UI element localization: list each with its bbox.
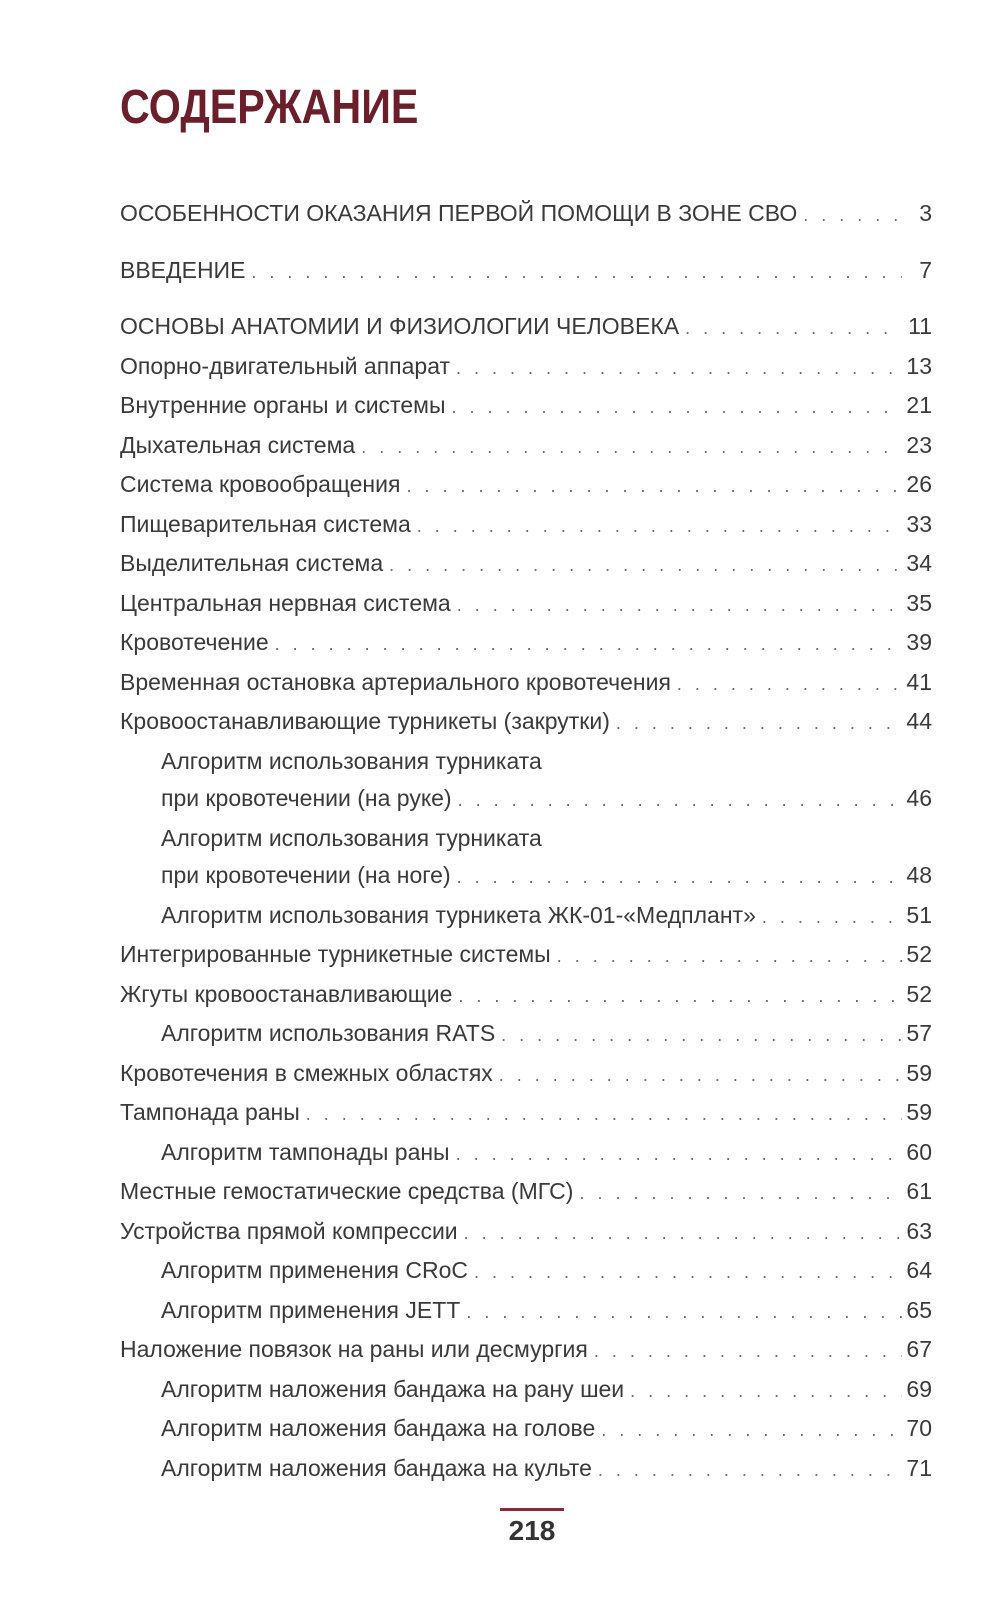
toc-entry[interactable] bbox=[120, 1292, 932, 1332]
toc-entry[interactable] bbox=[120, 1410, 932, 1450]
dot-leader bbox=[685, 310, 902, 348]
page-title: СОДЕРЖАНИЕ bbox=[120, 81, 419, 134]
dot-leader bbox=[677, 666, 902, 704]
toc-entry-page: 11 bbox=[908, 313, 932, 339]
toc-entry-page: 52 bbox=[906, 980, 932, 1007]
toc-entry-page: 23 bbox=[906, 431, 932, 458]
toc-entry-page: 59 bbox=[906, 1099, 932, 1125]
dot-leader bbox=[251, 254, 902, 292]
toc-entry[interactable] bbox=[120, 545, 932, 585]
dot-leader bbox=[579, 1175, 902, 1213]
toc-entry-page: 13 bbox=[906, 352, 932, 379]
dot-leader bbox=[499, 1057, 902, 1095]
dot-leader bbox=[458, 978, 902, 1016]
dot-leader bbox=[557, 938, 902, 976]
toc-entry-continuation[interactable] bbox=[120, 780, 932, 820]
toc-entry-title: Внутренние органы и системы bbox=[120, 392, 446, 418]
toc-entry[interactable] bbox=[120, 466, 932, 506]
toc-entry-title: Алгоритм использования RATS bbox=[161, 1020, 496, 1046]
toc-entry-title: Выделительная система bbox=[120, 550, 384, 576]
toc-entry-title: Дыхательная система bbox=[120, 431, 356, 458]
toc-entry-title: Тампонада раны bbox=[120, 1099, 300, 1125]
toc-entry[interactable] bbox=[120, 1252, 932, 1292]
toc-entry[interactable] bbox=[120, 1094, 932, 1134]
toc-entry-title: ВВЕДЕНИЕ bbox=[120, 256, 246, 283]
dot-leader bbox=[466, 1294, 902, 1332]
toc-entry-page: 57 bbox=[906, 1020, 932, 1046]
toc-entry[interactable] bbox=[120, 1213, 932, 1253]
toc-entry-title-continued: при кровотечении (на ноге) bbox=[161, 862, 451, 888]
toc-entry[interactable] bbox=[120, 1173, 932, 1213]
toc-entry[interactable] bbox=[120, 1015, 932, 1055]
toc-entry[interactable] bbox=[120, 1055, 932, 1095]
page-number: 218 bbox=[508, 1515, 556, 1546]
toc-entry-page: 61 bbox=[906, 1178, 932, 1204]
toc-entry-title: Система кровообращения bbox=[120, 471, 401, 497]
toc-entry-title: Алгоритм использования турниката bbox=[161, 747, 542, 774]
toc-entry-page: 35 bbox=[906, 589, 932, 616]
toc-entry[interactable] bbox=[120, 936, 932, 976]
toc-entry-title: Местные гемостатические средства (МГС) bbox=[120, 1178, 574, 1204]
toc-entry-title: Временная остановка артериального кровотечения bbox=[120, 668, 671, 695]
dot-leader bbox=[457, 859, 902, 897]
dot-leader bbox=[275, 626, 902, 664]
toc-entry-page: 70 bbox=[906, 1415, 932, 1441]
toc-entry[interactable] bbox=[120, 387, 932, 427]
dot-leader bbox=[598, 1452, 902, 1490]
toc-entry-title: Центральная нервная система bbox=[120, 589, 451, 616]
toc-entry-title: Алгоритм использования турникета ЖК-01-«Медплант» bbox=[161, 901, 756, 928]
toc-entry-title: Алгоритм наложения бандажа на культе bbox=[161, 1454, 592, 1481]
dot-leader bbox=[306, 1096, 902, 1134]
dot-leader bbox=[417, 508, 902, 546]
toc-entry[interactable] bbox=[120, 427, 932, 467]
toc-entry[interactable] bbox=[120, 585, 932, 625]
toc-entry[interactable] bbox=[120, 1371, 932, 1411]
toc-entry-title: Алгоритм наложения бандажа на рану шеи bbox=[161, 1375, 625, 1402]
toc-entry-page: 52 bbox=[906, 941, 932, 967]
toc-entry-page: 67 bbox=[906, 1336, 932, 1362]
toc-entry-title: Кровотечение bbox=[120, 629, 269, 655]
toc-entry-page: 60 bbox=[906, 1138, 932, 1165]
toc-entry-page: 63 bbox=[906, 1217, 932, 1244]
toc-entry-page: 48 bbox=[906, 862, 932, 888]
dot-leader bbox=[464, 1215, 902, 1253]
toc-entry-page: 44 bbox=[906, 708, 932, 734]
toc-entry-title: Алгоритм использования турниката bbox=[161, 824, 542, 851]
dot-leader bbox=[456, 1136, 902, 1174]
toc-entry-title: Кровоостанавливающие турникеты (закрутки) bbox=[120, 708, 610, 734]
toc-entry-title: ОСОБЕННОСТИ ОКАЗАНИЯ ПЕРВОЙ ПОМОЩИ В ЗОНЕ СВО bbox=[120, 200, 798, 226]
toc-entry-page: 71 bbox=[906, 1454, 932, 1481]
toc-entry[interactable] bbox=[120, 703, 932, 743]
table-of-contents bbox=[120, 195, 932, 1489]
toc-entry-page: 65 bbox=[906, 1296, 932, 1323]
toc-entry[interactable] bbox=[120, 195, 932, 235]
toc-entry-page: 3 bbox=[919, 200, 932, 226]
toc-entry-first-line[interactable] bbox=[120, 743, 932, 781]
dot-leader bbox=[594, 1333, 902, 1371]
dot-leader bbox=[361, 429, 902, 467]
toc-entry[interactable] bbox=[120, 506, 932, 546]
toc-entry[interactable] bbox=[120, 624, 932, 664]
dot-leader bbox=[803, 197, 902, 235]
toc-entry-page: 39 bbox=[906, 629, 932, 655]
toc-entry-page: 64 bbox=[906, 1257, 932, 1283]
toc-entry[interactable] bbox=[120, 252, 932, 292]
toc-entry-title: Алгоритм тампонады раны bbox=[161, 1138, 450, 1165]
toc-entry-title: Алгоритм наложения бандажа на голове bbox=[161, 1415, 596, 1441]
dot-leader bbox=[457, 587, 902, 625]
toc-entry-title: Устройства прямой компрессии bbox=[120, 1217, 458, 1244]
toc-entry[interactable] bbox=[120, 897, 932, 937]
toc-entry-title: Интегрированные турникетные системы bbox=[120, 941, 551, 967]
dot-leader bbox=[456, 350, 902, 388]
toc-entry-first-line[interactable] bbox=[120, 820, 932, 858]
toc-entry-page: 7 bbox=[919, 256, 932, 283]
dot-leader bbox=[389, 547, 902, 585]
toc-entry[interactable] bbox=[120, 308, 932, 348]
toc-entry-page: 21 bbox=[906, 392, 932, 418]
dot-leader bbox=[474, 1254, 902, 1292]
toc-entry-title: Пищеварительная система bbox=[120, 510, 411, 537]
toc-entry-continuation[interactable] bbox=[120, 857, 932, 897]
dot-leader bbox=[630, 1373, 902, 1411]
dot-leader bbox=[501, 1017, 902, 1055]
toc-entry-title: Алгоритм применения JETT bbox=[161, 1296, 461, 1323]
toc-entry-title: Кровотечения в смежных областях bbox=[120, 1059, 493, 1086]
toc-entry-page: 69 bbox=[906, 1375, 932, 1402]
dot-leader bbox=[451, 389, 902, 427]
toc-entry-title: Наложение повязок на раны или десмургия bbox=[120, 1336, 588, 1362]
toc-entry[interactable] bbox=[120, 1450, 932, 1490]
toc-entry-title: Опорно-двигательный аппарат bbox=[120, 352, 451, 379]
toc-entry-page: 34 bbox=[906, 550, 932, 576]
dot-leader bbox=[762, 899, 902, 937]
toc-entry[interactable] bbox=[120, 664, 932, 704]
dot-leader bbox=[616, 705, 902, 743]
toc-entry-title-continued: при кровотечении (на руке) bbox=[161, 785, 452, 811]
toc-entry-title: ОСНОВЫ АНАТОМИИ И ФИЗИОЛОГИИ ЧЕЛОВЕКА bbox=[120, 313, 680, 339]
toc-entry-page: 33 bbox=[906, 510, 932, 537]
toc-entry-page: 41 bbox=[906, 668, 932, 695]
toc-entry[interactable] bbox=[120, 976, 932, 1016]
toc-entry[interactable] bbox=[120, 1134, 932, 1174]
toc-entry[interactable] bbox=[120, 1331, 932, 1371]
toc-entry[interactable] bbox=[120, 348, 932, 388]
dot-leader bbox=[601, 1412, 902, 1450]
toc-entry-title: Жгуты кровоостанавливающие bbox=[120, 980, 453, 1007]
dot-leader bbox=[458, 782, 902, 820]
footer-rule bbox=[500, 1508, 564, 1511]
toc-entry-title: Алгоритм применения CRoC bbox=[161, 1257, 469, 1283]
toc-entry-page: 46 bbox=[906, 785, 932, 811]
toc-entry-page: 26 bbox=[906, 471, 932, 497]
toc-entry-page: 51 bbox=[906, 901, 932, 928]
dot-leader bbox=[406, 468, 902, 506]
toc-entry-page: 59 bbox=[906, 1059, 932, 1086]
